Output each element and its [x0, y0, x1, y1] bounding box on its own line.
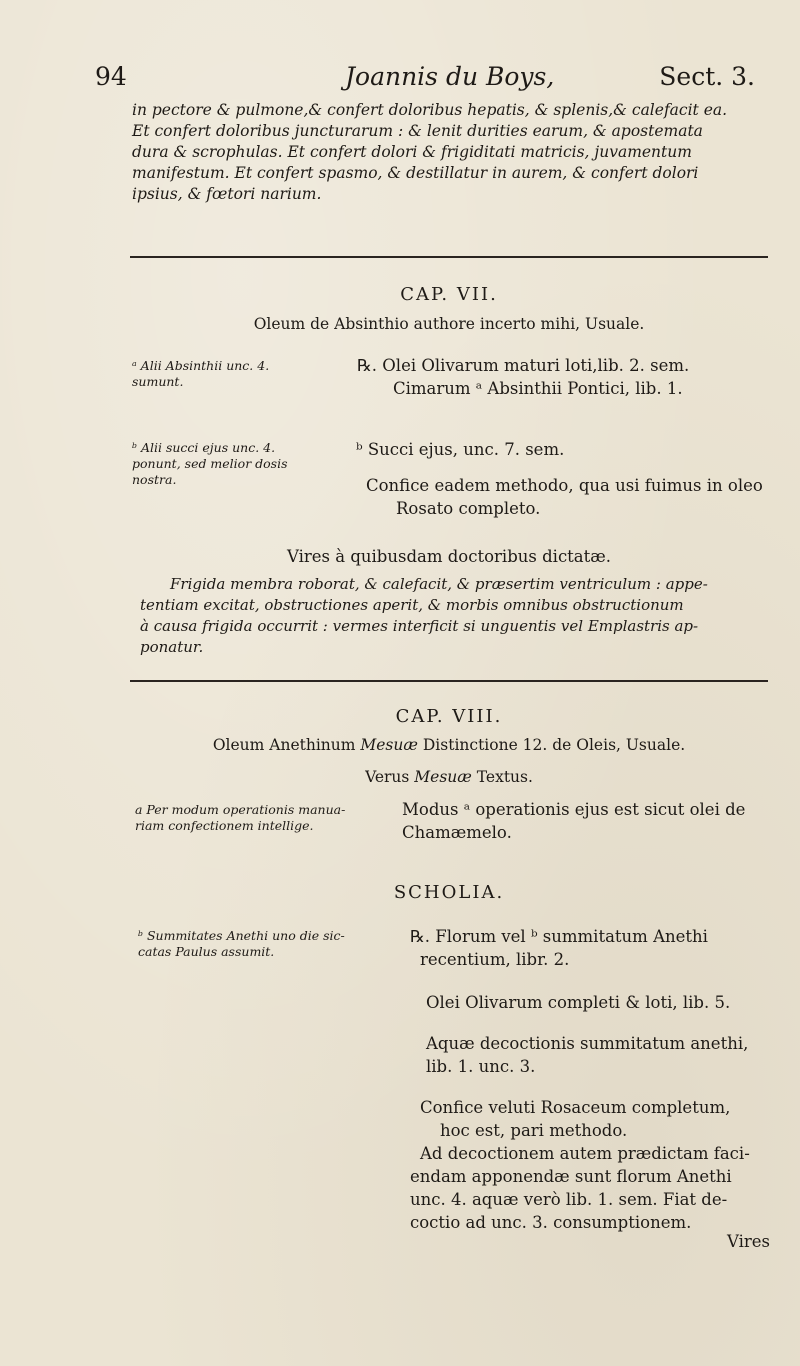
- note-line: sumunt.: [132, 374, 184, 389]
- intro-line: in pectore & pulmone,& confert doloribus hepatis, & splenis,& calefacit ea.: [132, 101, 728, 119]
- recipe-line: recentium, libr. 2.: [420, 950, 570, 969]
- recipe-line: Ad decoctionem autem prædictam faci-: [420, 1144, 750, 1163]
- vires-paragraph: [140, 574, 775, 658]
- margin-note-a: [132, 358, 352, 390]
- vires-heading: Vires à quibusdam doctoribus dictatæ.: [286, 547, 612, 566]
- modus-line: Chamæmelo.: [402, 823, 512, 842]
- catchword: Vires: [726, 1232, 770, 1251]
- recipe-line: coctio ad unc. 3. consumptionem.: [410, 1213, 692, 1232]
- vires-line: tentiam excitat, obstructiones aperit, & morbis omnibus obstructionum: [140, 596, 684, 614]
- intro-line: ipsius, & fœtori narium.: [132, 185, 322, 203]
- modus-text: [402, 798, 782, 844]
- note-line: ᵇ Alii succi ejus unc. 4.: [132, 440, 276, 455]
- vires-line: Frigida membra roborat, & calefacit, & præsertim ventriculum : appe-: [170, 575, 708, 593]
- margin-note-a8: [135, 802, 390, 834]
- margin-note-b: [132, 440, 357, 488]
- subheading-part: Distinctione 12. de Oleis, Usuale.: [417, 736, 686, 754]
- recipe-line: Confice veluti Rosaceum completum,: [420, 1098, 731, 1117]
- intro-line: Et confert doloribus juncturarum : & lenit durities earum, & apostemata: [132, 122, 703, 140]
- recipe-line: Cimarum ᵃ Absinthii Pontici, lib. 1.: [393, 379, 683, 398]
- chapter-7-recipe: [357, 354, 777, 400]
- note-line: riam confectionem intellige.: [135, 818, 314, 833]
- verus-heading: [130, 766, 768, 788]
- vires-line: ponatur.: [140, 638, 204, 656]
- verus-part: Verus: [365, 768, 415, 786]
- note-line: catas Paulus assumit.: [138, 944, 275, 959]
- chapter-8-subheading: [130, 734, 768, 756]
- running-title: Joannis du Boys,: [345, 62, 555, 91]
- recipe-line: ℞. Florum vel ᵇ summitatum Anethi: [410, 927, 708, 946]
- page-number: 94: [95, 62, 127, 91]
- section-divider: [130, 256, 768, 258]
- note-line: nostra.: [132, 472, 177, 487]
- vires-line: à causa frigida occurrit : vermes interficit si unguentis vel Emplastris ap-: [140, 617, 699, 635]
- note-line: ponunt, sed melior dosis: [132, 456, 288, 471]
- chapter-heading-8: CAP. VIII.: [395, 706, 503, 727]
- verus-part: Textus.: [471, 768, 533, 786]
- note-line: ᵃ Alii Absinthii unc. 4.: [132, 358, 270, 373]
- subheading-part: Oleum Anethinum: [212, 736, 361, 754]
- section-divider: [130, 680, 768, 682]
- chapter-8-recipe: [410, 925, 780, 1234]
- intro-line: dura & scrophulas. Et confert dolori & frigiditati matricis, juvamentum: [132, 143, 692, 161]
- chapter-7-subheading: Oleum de Absinthio authore incerto mihi, Usuale.: [253, 315, 645, 333]
- recipe-line: ℞. Olei Olivarum maturi loti,lib. 2. sem.: [357, 356, 690, 375]
- section-label: Sect. 3.: [659, 62, 755, 91]
- chapter-7-method: [366, 474, 776, 520]
- method-line: Confice eadem methodo, qua usi fuimus in oleo: [366, 476, 763, 495]
- chapter-heading-7: CAP. VII.: [400, 284, 498, 305]
- recipe-line: hoc est, pari methodo.: [440, 1121, 628, 1140]
- modus-line: Modus ᵃ operationis ejus est sicut olei de: [402, 800, 746, 819]
- method-line: Rosato completo.: [396, 499, 541, 518]
- succi-line: ᵇ Succi ejus, unc. 7. sem.: [356, 440, 565, 459]
- margin-note-b8: [138, 928, 403, 960]
- recipe-line: Aquæ decoctionis summitatum anethi,: [426, 1034, 749, 1053]
- note-line: ᵇ Summitates Anethi uno die sic-: [138, 928, 345, 943]
- note-line: a Per modum operationis manua-: [135, 802, 346, 817]
- recipe-line: endam apponendæ sunt florum Anethi: [410, 1167, 732, 1186]
- running-header: [95, 62, 755, 102]
- intro-line: manifestum. Et confert spasmo, & destillatur in aurem, & confert dolori: [132, 164, 699, 182]
- recipe-line: lib. 1. unc. 3.: [426, 1057, 536, 1076]
- recipe-line: Olei Olivarum completi & loti, lib. 5.: [426, 993, 731, 1012]
- recipe-line: unc. 4. aquæ verò lib. 1. sem. Fiat de-: [410, 1190, 728, 1209]
- intro-paragraph: [132, 100, 772, 205]
- scholia-heading: SCHOLIA.: [393, 882, 505, 903]
- subheading-author: Mesuæ: [360, 736, 418, 754]
- verus-author: Mesuæ: [414, 768, 472, 786]
